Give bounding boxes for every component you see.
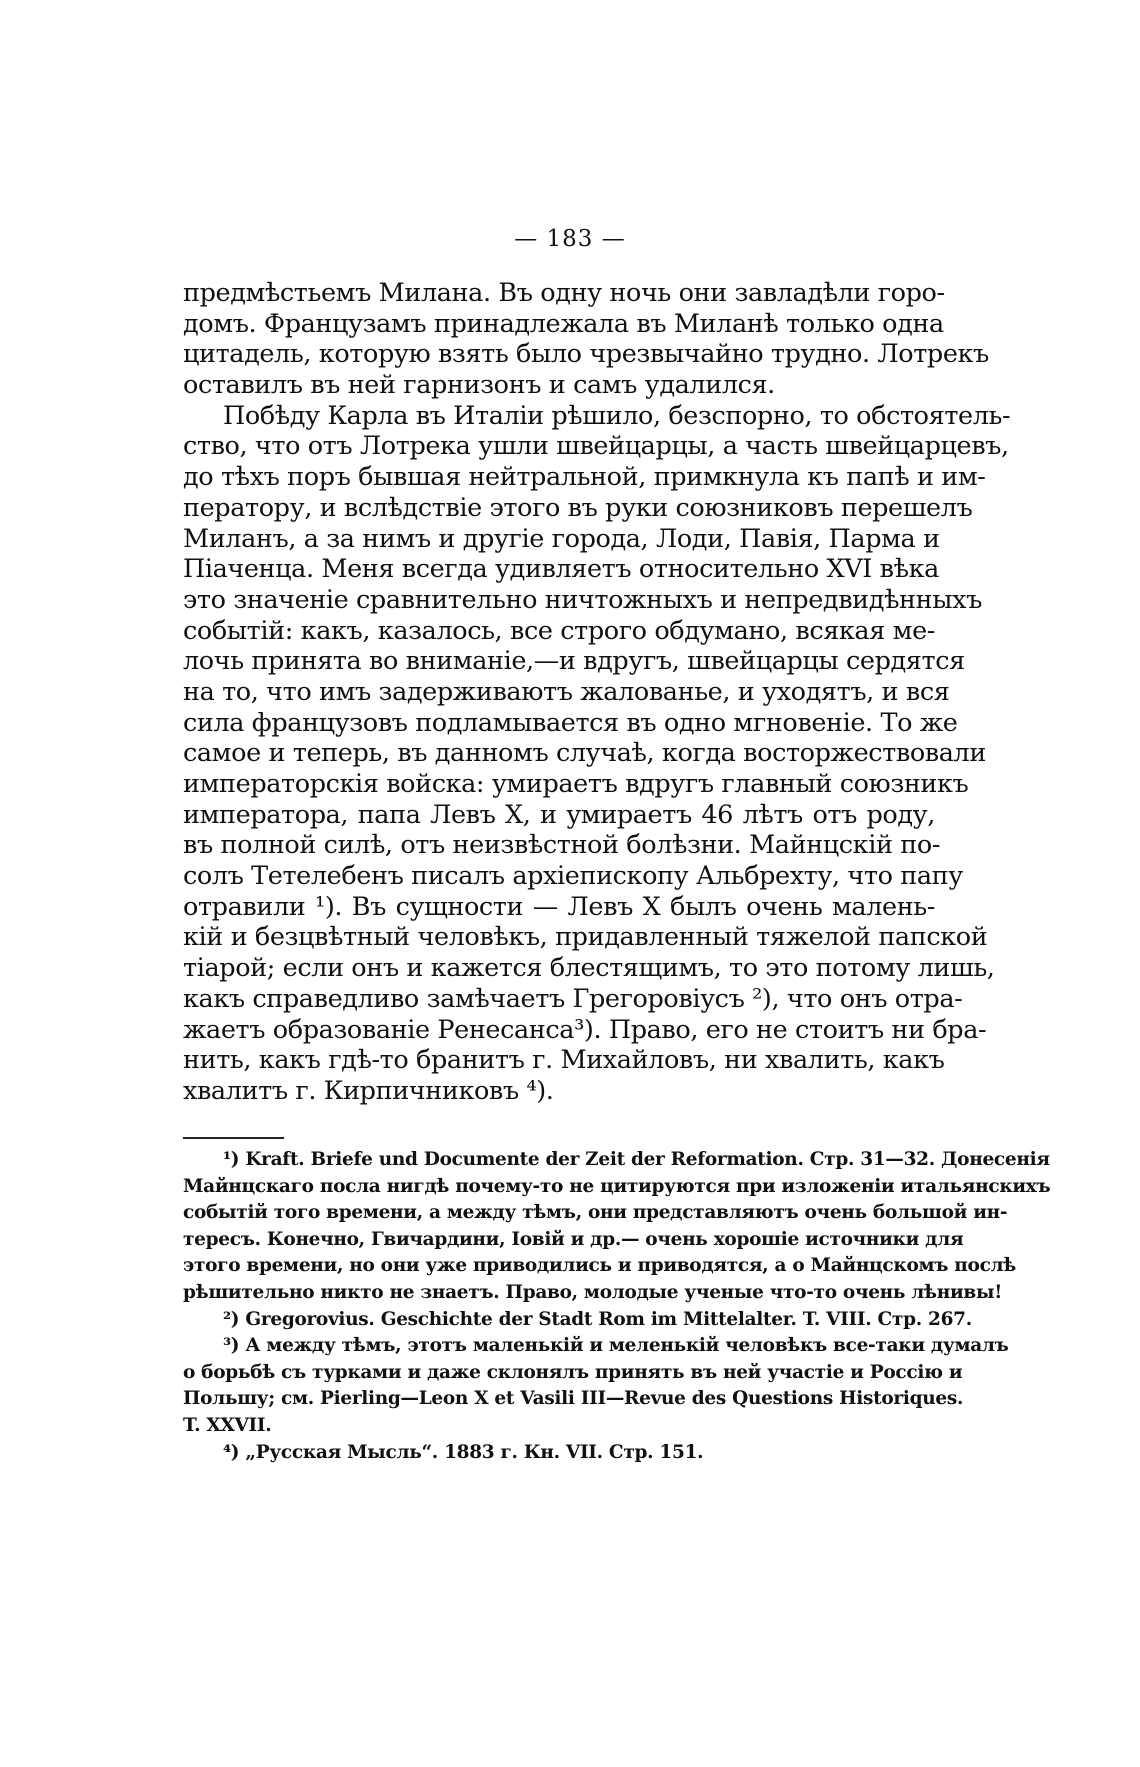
text-line: до тѣхъ поръ бывшая нейтральной, примкнула къ папѣ и им- [183, 462, 986, 493]
footnote-line: ³) А между тѣмъ, этотъ маленькій и меленькій человѣкъ все-таки думалъ [223, 1335, 1009, 1357]
text-line: императора, папа Левъ X, и умираетъ 46 лѣтъ отъ роду, [183, 799, 935, 830]
footnote-line: Майнцскаго посла нигдѣ почему-то не цитируются при изложеніи итальянскихъ [183, 1175, 1051, 1197]
text-line: солъ Тетелебенъ писалъ архіепископу Альбрехту, что папу [183, 861, 963, 892]
footnote-line: о борьбѣ съ турками и даже склонялъ принять въ ней участіе и Россію и [183, 1361, 963, 1383]
text-line: какъ справедливо замѣчаетъ Грегоровіусъ ²), что онъ отра- [183, 983, 963, 1014]
footnote-line: ⁴) „Русская Мысль“. 1883 г. Кн. VII. Стр. 151. [223, 1441, 704, 1463]
text-line: лочь принята во вниманіе,—и вдругъ, швейцарцы сердятся [183, 646, 965, 677]
footnote-line: этого времени, но они уже приводились и приводятся, а о Майнцскомъ послѣ [183, 1255, 1016, 1277]
footnote-line: ²) Gregorovius. Geschichte der Stadt Rom im Mittelalter. T. VIII. Стр. 267. [223, 1308, 972, 1330]
text-line: домъ. Французамъ принадлежала въ Миланѣ только одна [183, 308, 944, 339]
footnote-line: ¹) Kraft. Briefe und Documente der Zeit der Reformation. Стр. 31—32. Донесенія [223, 1149, 1050, 1170]
footnote-line: тересъ. Конечно, Гвичардини, Іовій и др.— очень хорошіе источники для [183, 1228, 964, 1250]
text-line: предмѣстьемъ Милана. Въ одну ночь они завладѣли горо- [183, 278, 945, 308]
footnote-divider [183, 1137, 284, 1139]
footnote-line: событій того времени, а между тѣмъ, они представляютъ очень большой ин- [183, 1202, 1008, 1224]
text-line: отравили ¹). Въ сущности — Левъ X былъ очень малень- [183, 891, 935, 922]
text-line: Миланъ, а за нимъ и другіе города, Лоди, Павія, Парма и [183, 523, 940, 554]
text-line: въ полной силѣ, отъ неизвѣстной болѣзни. Майнцскій по- [183, 830, 941, 861]
text-line: Побѣду Карла въ Италіи рѣшило, безспорно, то обстоятель- [223, 400, 1011, 431]
text-line: сила французовъ подламывается въ одно мгновеніе. То же [183, 707, 958, 738]
text-line: кій и безцвѣтный человѣкъ, придавленный тяжелой папской [183, 922, 988, 953]
footnote-line: Польшу; см. Pierling—Leon X et Vasili III—Revue des Questions Historiques. [183, 1388, 964, 1410]
text-line: самое и теперь, въ данномъ случаѣ, когда восторжествовали [183, 738, 986, 769]
page-number: — 183 — [514, 226, 626, 252]
text-line: на то, что имъ задерживаютъ жалованье, и уходятъ, и вся [183, 676, 950, 707]
footnote-line: рѣшительно никто не знаетъ. Право, молодые ученые что-то очень лѣнивы! [183, 1281, 1003, 1303]
text-line: событій: какъ, казалось, все строго обдумано, всякая ме- [183, 615, 935, 646]
text-line: это значеніе сравнительно ничтожныхъ и непредвидѣнныхъ [183, 584, 982, 615]
text-line: Піаченца. Меня всегда удивляетъ относительно XVI вѣка [183, 554, 939, 585]
text-line: хвалитъ г. Кирпичниковъ ⁴). [183, 1075, 554, 1106]
footnotes [183, 1147, 1051, 1466]
main-text [183, 278, 1011, 1107]
text-line: ство, что отъ Лотрека ушли швейцарцы, а часть швейцарцевъ, [183, 431, 1009, 462]
text-line: оставилъ въ ней гарнизонъ и самъ удалился. [183, 370, 775, 401]
text-line: ператору, и вслѣдствіе этого въ руки союзниковъ перешелъ [183, 492, 973, 523]
text-line: тіарой; если онъ и кажется блестящимъ, то это потому лишь, [183, 953, 995, 984]
text-line: цитадель, которую взять было чрезвычайно трудно. Лотрекъ [183, 339, 989, 370]
text-line: нить, какъ гдѣ-то бранитъ г. Михайловъ, ни хвалить, какъ [183, 1045, 945, 1076]
footnote-line: T. XXVII. [183, 1414, 272, 1436]
text-line: жаетъ образованіе Ренесанса³). Право, его не стоитъ ни бра- [183, 1014, 987, 1045]
text-line: императорскія войска: умираетъ вдругъ главный союзникъ [183, 769, 969, 799]
